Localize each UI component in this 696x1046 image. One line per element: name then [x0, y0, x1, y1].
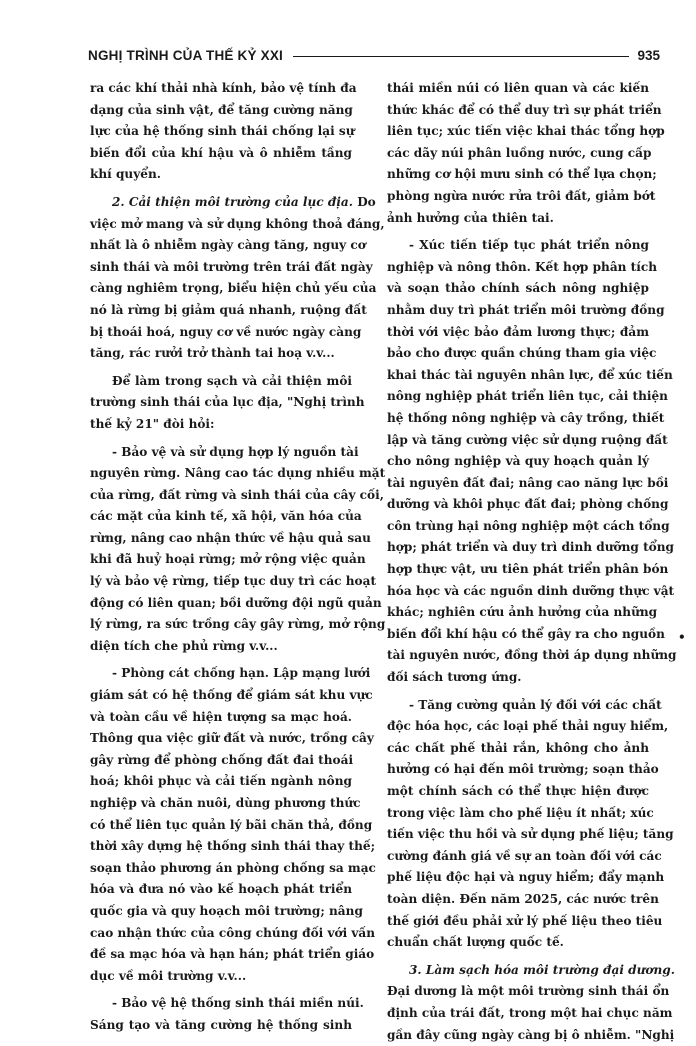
right-column — [387, 78, 677, 1046]
text-line: lực của hệ thống sinh thái chống lại sự — [90, 124, 355, 139]
text-line: Sáng tạo và tăng cường hệ thống sinh — [90, 1017, 352, 1032]
text-line: các dãy núi phân luồng nước, cung cấp — [387, 145, 652, 160]
text-line: việc mở mang và sử dụng không thoả đáng, — [90, 216, 385, 231]
text-line: hoá; khôi phục và cải tiến ngành nông — [90, 774, 352, 789]
text-line: khai thác tài nguyên nhân lực, để xúc tiến — [387, 367, 673, 382]
text-line: trường sinh thái của lục địa, "Nghị trình — [90, 395, 365, 410]
text-line: và toàn cầu về hiện tượng sa mạc hoá. — [90, 709, 352, 724]
text-line: thế giới đều phải xử lý phế liệu theo tiêu — [387, 913, 663, 928]
text-line: hưởng có hại đến môi trường; soạn thảo — [387, 762, 659, 777]
text-line: một chính sách có thể thực hiện được — [387, 784, 649, 798]
text-line: ảnh hưởng của thiên tai. — [387, 210, 554, 225]
text-line: khí quyển. — [90, 167, 161, 182]
text-line: các chất phế thải rắn, không cho ảnh — [387, 740, 649, 755]
text-line: tài nguyên đất đai; nâng cao năng lực bồi — [387, 475, 669, 490]
text-line: cao nhận thức của công chúng đối với vấn — [90, 925, 376, 940]
margin-mark: • — [678, 630, 686, 644]
text-line: thế kỷ 21" đòi hỏi: — [90, 416, 215, 431]
text-line: thời với việc bảo đảm lương thực; đảm — [387, 324, 649, 339]
text-line: động có liên quan; bồi dưỡng đội ngũ quản — [90, 595, 382, 610]
text-line: nghiệp và nông thôn. Kết hợp phân tích — [387, 259, 658, 274]
text-line: độc hóa học, các loại phế thải nguy hiểm, — [387, 719, 669, 734]
text-line: gần đây cũng ngày càng bị ô nhiễm. "Nghị — [387, 1027, 675, 1042]
text-line: giám sát có hệ thống để giám sát khu vực — [90, 688, 373, 703]
text-line: những cơ hội mưu sinh có thể lựa chọn; — [387, 167, 657, 182]
text-line: 2. Cải thiện môi trường của lục địa. Do — [112, 194, 376, 209]
text-line: - Xúc tiến tiếp tục phát triển nông — [409, 238, 649, 253]
text-line: tăng, rác rưởi trở thành tai hoạ v.v... — [90, 346, 335, 361]
text-line: Đại dương là một môi trường sinh thái ổn — [387, 984, 670, 999]
text-line: có thể liên tục quản lý bãi chăn thả, đồng — [90, 817, 373, 832]
text-line: liên tục; xúc tiến việc khai thác tổng hợp — [387, 124, 665, 139]
page-number: 935 — [637, 47, 660, 63]
text-line: phòng ngừa nước rửa trôi đất, giảm bớt — [387, 188, 656, 203]
text-line: đề sa mạc hóa và hạn hán; phát triển giáo — [90, 947, 375, 962]
header-title: NGHỊ TRÌNH CỦA THẾ KỶ XXI — [88, 47, 284, 63]
text-line: thời xây dựng hệ thống sinh thái thay thế; — [90, 839, 376, 854]
text-line: rừng, nâng cao nhận thức về hậu quả sau — [90, 530, 371, 545]
text-line: soạn thảo phương án phòng chống sa mạc — [90, 860, 376, 875]
text-line: lý rừng, ra sức trồng cây gây rừng, mở rộng — [90, 617, 386, 632]
text-line: chuẩn chất lượng quốc tế. — [387, 935, 564, 950]
text-line: cường đánh giá về sự an toàn đối với các — [387, 848, 662, 863]
text-line: biến đổi của khí hậu và ô nhiễm tầng — [90, 145, 352, 160]
text-line: côn trùng hại nông nghiệp một cách tổng — [387, 518, 670, 533]
text-line: của rừng, đất rừng và sinh thái của cây cối, — [90, 487, 384, 502]
text-line: ra các khí thải nhà kính, bảo vệ tính đa — [90, 81, 357, 95]
text-line: lập và tăng cường việc sử dụng ruộng đất — [387, 432, 668, 447]
text-line: dục về môi trường v.v... — [90, 968, 247, 983]
text-line: biến đổi khí hậu có thể gây ra cho nguồn — [387, 626, 665, 641]
text-line: tiến việc thu hồi và sử dụng phế liệu; tăng — [387, 827, 674, 842]
text-line: nó là rừng bị giảm quá nhanh, ruộng đất — [90, 302, 367, 317]
text-line: 3. Làm sạch hóa môi trường đại dương. — [409, 962, 675, 977]
text-line: trong việc làm cho phế liệu ít nhất; xúc — [387, 805, 654, 820]
text-line: hóa học và các nguồn dinh dưỡng thực vật — [387, 583, 675, 598]
text-line: hóa và đưa nó vào kế hoạch phát triển — [90, 882, 352, 897]
text-line: tài nguyên nước, đồng thời áp dụng những — [387, 648, 677, 663]
text-line: nhằm duy trì phát triển môi trường đồng — [387, 302, 665, 317]
text-line: - Phòng cát chống hạn. Lập mạng lưới — [112, 666, 371, 681]
header-rule — [293, 56, 629, 57]
text-line: đối sách tương ứng. — [387, 670, 522, 685]
running-header — [88, 44, 660, 66]
text-line: toàn diện. Đến năm 2025, các nước trên — [387, 891, 659, 906]
text-line: hệ thống nông nghiệp và cây trồng, thiết — [387, 410, 665, 425]
text-line: lý và bảo vệ rừng, tiếp tục duy trì các hoạt — [90, 574, 377, 589]
text-line: sinh thái và môi trường trên trái đất ngày — [90, 259, 373, 274]
text-line: khác; nghiên cứu ảnh hưởng của những — [387, 605, 658, 620]
text-line: thái miền núi có liên quan và các kiến — [387, 81, 649, 95]
text-line: bảo cho được quần chúng tham gia việc — [387, 346, 657, 361]
text-line: nguyên rừng. Nâng cao tác dụng nhiều mặt — [90, 466, 386, 481]
text-line: càng nghiêm trọng, biểu hiện chủ yếu của — [90, 281, 377, 296]
text-line: phế liệu độc hại và nguy hiểm; đẩy mạnh — [387, 870, 665, 885]
text-line: - Bảo vệ hệ thống sinh thái miền núi. — [112, 996, 364, 1011]
text-line: nghiệp và chăn nuôi, dùng phương thức — [90, 796, 361, 810]
text-line: nông nghiệp phát triển liên tục, cải thiện — [387, 389, 668, 404]
text-line: quốc gia và quy hoạch môi trường; nâng — [90, 903, 363, 918]
text-line: - Tăng cường quản lý đối với các chất — [409, 697, 662, 712]
text-line: các mặt của kinh tế, xã hội, văn hóa của — [90, 509, 362, 524]
text-line: dưỡng và khôi phục đất đai; phòng chống — [387, 497, 669, 512]
text-line: Để làm trong sạch và cải thiện môi — [112, 373, 352, 388]
text-line: và soạn thảo chính sách nông nghiệp — [387, 281, 649, 296]
text-line: khi đã huỷ hoại rừng; mở rộng việc quản — [90, 552, 366, 567]
text-line: cho nông nghiệp và quy hoạch quản lý — [387, 454, 649, 469]
text-line: hợp; phát triển và duy trì dinh dưỡng tổng — [387, 540, 674, 555]
text-line: Thông qua việc giữ đất và nước, trồng cây — [90, 731, 374, 746]
text-line: dạng của sinh vật, để tăng cường năng — [90, 102, 353, 117]
text-line: diện tích che phủ rừng v.v... — [90, 638, 278, 653]
text-line: - Bảo vệ và sử dụng hợp lý nguồn tài — [112, 444, 359, 459]
text-line: bị thoái hoá, nguy cơ về nước ngày càng — [90, 324, 362, 339]
text-line: hợp thực vật, ưu tiên phát triển phân bón — [387, 562, 669, 577]
text-line: định của trái đất, trong một hai chục năm — [387, 1005, 673, 1020]
text-line: nhất là ô nhiễm ngày càng tăng, nguy cơ — [90, 238, 366, 253]
section-heading: 2. Cải thiện môi trường của lục địa. — [112, 194, 353, 209]
text-line: thức khác để có thể duy trì sự phát triển — [387, 102, 662, 117]
left-column — [90, 78, 386, 1037]
text-line: gây rừng để phòng chống đất đai thoái — [90, 752, 354, 767]
